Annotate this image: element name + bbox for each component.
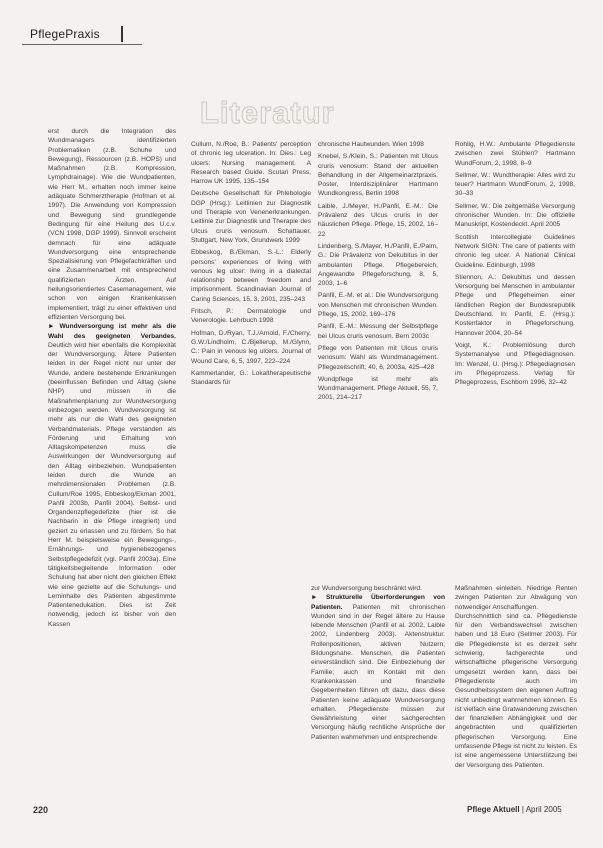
paragraph [48, 322, 176, 629]
reference-item: Sellmer, W.: Wundtherapie: Alles wird zu teuer? Hartmann WundForum, 2, 1998, 30–33 [455, 171, 575, 198]
reference-item: Hofman, D./Ryan, T.J./Arnold, F./Cherry, G.W./Lindholm, C./Bjellerup, M./Glynn, C.: Pain in venous leg ulcers. Journal of Wound Care, 6, 5, 1997, 222–224 [191, 329, 311, 365]
paragraph: zur Wundversorgung beschränkt wird. [311, 585, 422, 592]
paragraph-text: Patienten mit chronischen Wunden sind in der Regel ältere zu Hause lebende Menschen (Panfil et al. 2002, Laible 2002, Lindenberg 2003). Aktenstruktur. Rollenpositionen, aktiven Nutzern; Bildungsnahe. Menschen, die Patienten einverständlich sind. Die Einbeziehung der Familie; auch im Kontakt mit den Krankenkassen und finanzielle Gegebenheiten führen oft dazu, dass diese Patienten keine adäquate Wundversorgung erhalten. Pflegedienste müssen zur Gewährleistung einer sachgerechten Versorgung häufig rechtliche Ansprüche der Patienten wahrnehmen und entsprechende [311, 603, 445, 741]
subheading: Wundversorgung ist mehr als die Wahl des geeigneten Verbandes. [48, 323, 176, 340]
reference-item: Deutsche Gesellschaft für Phlebologie DGP (Hrsg.): Leitlinien zur Diagnostik und Therapie von Venenerkrankungen. Leitlinie zur Diagnostik und Therapie des Ulcus cruris venosum. Schattauer, Stuttgart, New York, Grundwerk 1999 [191, 190, 311, 244]
references-column-1 [191, 140, 311, 580]
magazine-name: Pflege Aktuell [467, 805, 520, 814]
paragraph: Maßnahmen einleiten. Niedrige Renten zwingen Patienten zur Abwägung von notwendiger Anschaffungen. [455, 585, 577, 611]
paragraph [311, 593, 445, 742]
reference-item: Stiennon, A.: Dekubitus und dessen Versorgung bei Menschen in ambulanter Pflege und Pflegeheimen einer ländlichen Region der Bundesrepublik Deutschland. In: Panfil, E. (Hrsg.): Kostenfaktor in Pflegeforschung. Hannover 2004, 20–54 [455, 273, 575, 337]
reference-item: Kammerlander, G.: Lokaltherapeutische Standards für [191, 369, 311, 387]
reference-item: Ebbeskog, B./Ekman, S.-L.: Elderly persons' experiences of living with venous leg ulcer: living in a dialectal relationship between freedom and imprisonment. Scandinavian Journal of Caring Sciences, 15, 3, 2001, 235–243 [191, 249, 311, 303]
page-number: 220 [33, 805, 49, 815]
literature-heading: Literatur [200, 95, 335, 130]
paragraph-text: Deutlich wird hier ebenfalls die Komplexität der Wundversorgung. Ältere Patienten leiden in der Regel nicht nur unter der Wunde, andere bestehende Erkrankungen (beeinflussen Befinden und Alltag (siehe NHP) und müssen in die Maßnahmenplanung zur Wundversorgung einbezogen werden. Wundversorgung ist mehr als nur die Wahl des geeigneten Verbandmaterials. Pflege verstanden als Förderung und Erhaltung von Alltagskompetenzen muss die Auswirkungen der Wundversorgung auf den Alltag einbeziehen. Wundpatienten leiden durch die Wunde an mehrdimensionalen Problemen (z.B. Cullum/Roe 1995, Ebbeskog/Ekman 2001, Panfil 2003b, Panfil 2004). Selbst- und Organdenzpflegedefizite (hier ist die Nachbarin in die Pflege integriert) und geziert zu erlassen und zu fördern. So hat Herr M. beispielsweise ein Bewegungs-, Ernährungs- und hygienebezogenes Selbstpflegedefizit (vgl. Panfil 2003a). Eine tätigkeitsbegleitende Information oder Schulung hat aber nicht den gleichen Effekt wie eine gezielte auf die Schulungs- und Lerninhalte des Patienten abgestimmte Patientenedukation. Dies ist Zeit notwendig, jedoch ist bisher von den Kassen [48, 341, 176, 628]
references-column-3 [455, 140, 575, 580]
body-column-right [455, 584, 577, 799]
reference-item: chronische Hautwunden. Wien 1998 [318, 141, 424, 148]
subheading: Strukturelle Überforderungen von Patienten. [311, 594, 445, 611]
reference-item: Cullum, N./Roe, B.: Patients' perception of chronic leg ulceration. In: Dies.: Leg ulcers: Nursing management. A Research based Guide. Scutari Press, Harrow UK 1995, 135–154 [191, 141, 311, 186]
body-column-left [48, 127, 176, 799]
arrow-bullet-icon: ► [311, 594, 318, 602]
reference-item: Voigt, K.: Problemlösung durch Systemanalyse und Pflegediagnosen. Im: Wenzel, U. (Hrsg.): Pflegediagnosen im Pflegeprozess. Verlag für Pflegeprozess, Eschborn 1996, 32–42 [455, 341, 575, 387]
reference-item: Wundpflege ist mehr als Wundmanagement. Pflege Aktuell, 55, 7, 2001, 214–217 [318, 375, 438, 402]
arrow-bullet-icon: ► [48, 323, 55, 331]
reference-item: Knebel, S./Klein, S.: Patienten mit Ulcus cruris venosum: Stand der aktuellen Behandlung in der Allgemeinarztpraxis. Poster, Interdisziplinärer Hartmann Wundkongress, Berlin 1998 [318, 153, 438, 198]
paragraph: erst durch die Integration des Wundmanagers identifizierten Problematiken (z.B. Schuhe und Bewegung), Ressourcen (z.B. HOPS) und Maßnahmen (z.B. Kompression, Lymphdrainage). Wie die Wundpatienten, wie Herr M., erhalten noch immer keine adäquate Schmerztherapie (Hofman et al. 1997). Die Anwendung von Kompression und Bewegung sind grundlegende Bedingung für eine Heilung des U.c.v. (VCN 1998, DGP 1999). Sinnvoll erscheint demnach für eine adäquate Wundversorgung eine entsprechende Spezialisierung von Pflegefachkräften und eine Zusammenarbeit mit entsprechend qualifizierten Ärzten. Auf heilungsorientiertes Casemanagement, wie schon von einigen Krankenkassen implementiert, trägt zu einer effektiven und effizienten Versorgung bei. [48, 128, 176, 321]
footer-magazine: Pflege Aktuell | April 2005 [467, 805, 562, 814]
section-separator [121, 26, 123, 42]
reference-item: Rohlig, H.W.: Ambulante Pflegedienste zwischen zwei Stühlen? Hartmann WundForum, 2, 1998, 8–9 [455, 141, 575, 167]
magazine-issue: April 2005 [525, 805, 562, 814]
reference-item: Sellmer, W.: Die zeitgemäße Versorgung chronischer Wunden. In: Die offizielle Manuskript, Kostendeckt. April 2005 [455, 202, 575, 229]
reference-item: Scottish Intercollegiate Guidelines Network SIGN: The care of patients with chronic leg ulcer. A National Clinical Guideline. Edinburgh, 1998 [455, 233, 575, 269]
references-column-2 [318, 140, 438, 580]
reference-item: Lindenberg, S./Mayer, H./Panfil, E./Palm, G.: Die Prävalenz von Dekubitus in der ambulanten Pflege. Pflegebereich, Angewandte Pflegeforschung, 8, 5, 2003, 1–6 [318, 242, 438, 288]
reference-item: Laible, J./Meyer, H./Panfil, E.-M.: Die Prävalenz des Ulcus cruris in der häuslichen Pflege. Pflege, 15, 2002, 16–22 [318, 202, 438, 238]
body-column-middle [311, 584, 445, 799]
reference-item: Pflege von Patienten mit Ulcus cruris venosum: Wahl als Wundmanagement. Pflegezeitschrift, 40, 6, 2003a, 425–428 [318, 344, 438, 371]
paragraph: Durchschnittlich sind ca. Pflegedienste für den Verbandswechsel zwischen haben und 18 Euro (Sellmer 2003). Für die Pflegedienste ist es derzeit sehr schwierig, fachgerechte und wirtschaftliche pflegerische Versorgung umgesetzt werden kann, dass bei Pflegedienste auch im Gesundheitssystem den eigenen Auftrag nicht unbedingt wahrnehmen können. Es ist vielfach eine Gratwanderung zwischen der finanziellen Abhängigkeit und der angebrachten und qualifizierten pflegerischen Versorgung. Eine umfassende Pflege ist nicht zu leisten. Es ist eine angemessene Unterstützung bei der Versorgung des Patienten. [455, 612, 577, 769]
section-label: PflegePraxis [30, 27, 100, 41]
reference-item: Panfil, E.-M. et al.: Die Wundversorgung von Menschen mit chronischen Wunden. Pflege, 15, 2002, 169–176 [318, 292, 438, 319]
reference-item: Fritsch, P.: Dermatologie und Venerologie. Lehrbuch 1998 [191, 308, 311, 325]
header-rule [22, 44, 142, 45]
reference-item: Panfil, E.-M.: Messung der Selbstpflege bei Ulcus cruris venosum. Bern 2003c [318, 323, 438, 340]
